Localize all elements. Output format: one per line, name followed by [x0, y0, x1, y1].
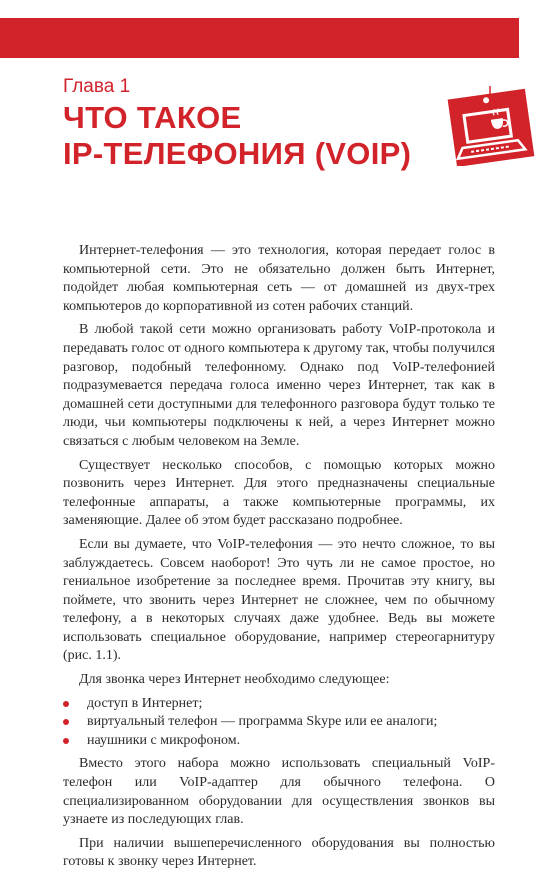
requirements-list — [63, 695, 495, 751]
paragraph-3: Существует несколько способов, с помощью которых можно позвонить через Интернет. Для этого предназначены специальные телефонные аппараты, а также компьютерные программы, их заменяющие. Далее об этом будет рассказано подробнее. — [63, 457, 495, 529]
bullet-icon — [63, 719, 69, 725]
bullet-icon — [63, 738, 69, 744]
paragraph-7: При наличии вышеперечисленного оборудования вы полностью готовы к звонку через Интернет. — [63, 835, 495, 870]
paragraph-4: Если вы думаете, что VoIP-телефония — это нечто сложное, то вы заблуждаетесь. Совсем наоборот! Это чуть ли не самое простое, но гениальное изобретение за последнее время. Прочитав эту книгу, вы поймете, что звонить через Интернет не сложнее, чем по обычному телефону, а в некоторых случаях даже удобнее. Ведь вы можете использовать специальное оборудование, например стереогарнитуру (рис. 1.1). — [63, 536, 495, 664]
header-red-bar — [0, 18, 519, 58]
laptop-coffee-icon — [444, 86, 536, 166]
chapter-label: Глава 1 — [63, 76, 131, 97]
chapter-title — [63, 100, 411, 172]
bullet-icon — [63, 701, 69, 707]
paragraph-5: Для звонка через Интернет необходимо следующее: — [79, 672, 390, 688]
chapter-title-line-1: ЧТО ТАКОЕ — [63, 100, 242, 135]
list-item-text: доступ в Интернет; — [87, 695, 203, 711]
list-item — [63, 713, 495, 732]
list-item — [63, 732, 495, 751]
chapter-body — [63, 242, 495, 877]
list-item-text: виртуальный телефон — программа Skype или ее аналоги; — [87, 714, 438, 730]
list-item — [63, 695, 495, 714]
list-item-text: наушники с микрофоном. — [87, 732, 241, 748]
paragraph-1: Интернет-телефония — это технология, которая передает голос в компьютерной сети. Это не обязательно должен быть Интернет, подойдет любая компьютерная сеть — от домашней из двух-трех компьютеров до корпоративной из сотен рабочих станций. — [63, 243, 495, 314]
paragraph-6: Вместо этого набора можно использовать специальный VoIP-телефон или VoIP-адаптер для обычного телефона. О специализированном оборудовании для осуществления звонков вы узнаете из последующих глав. — [63, 756, 495, 828]
chapter-title-line-2: IP-ТЕЛЕФОНИЯ (VOIP) — [63, 136, 412, 171]
paragraph-2: В любой такой сети можно организовать работу VoIP-протокола и передавать голос от одного компьютера к другому так, чтобы получился разговор, подобный телефонному. Однако под VoIP-телефонией подразумевается передача голоса именно через Интернет, так как в домашней сети доступными для телефонного разговора будут только те люди, чьи компьютеры подключены к ней, а через Интернет можно связаться с любым человеком на Земле. — [63, 322, 495, 449]
